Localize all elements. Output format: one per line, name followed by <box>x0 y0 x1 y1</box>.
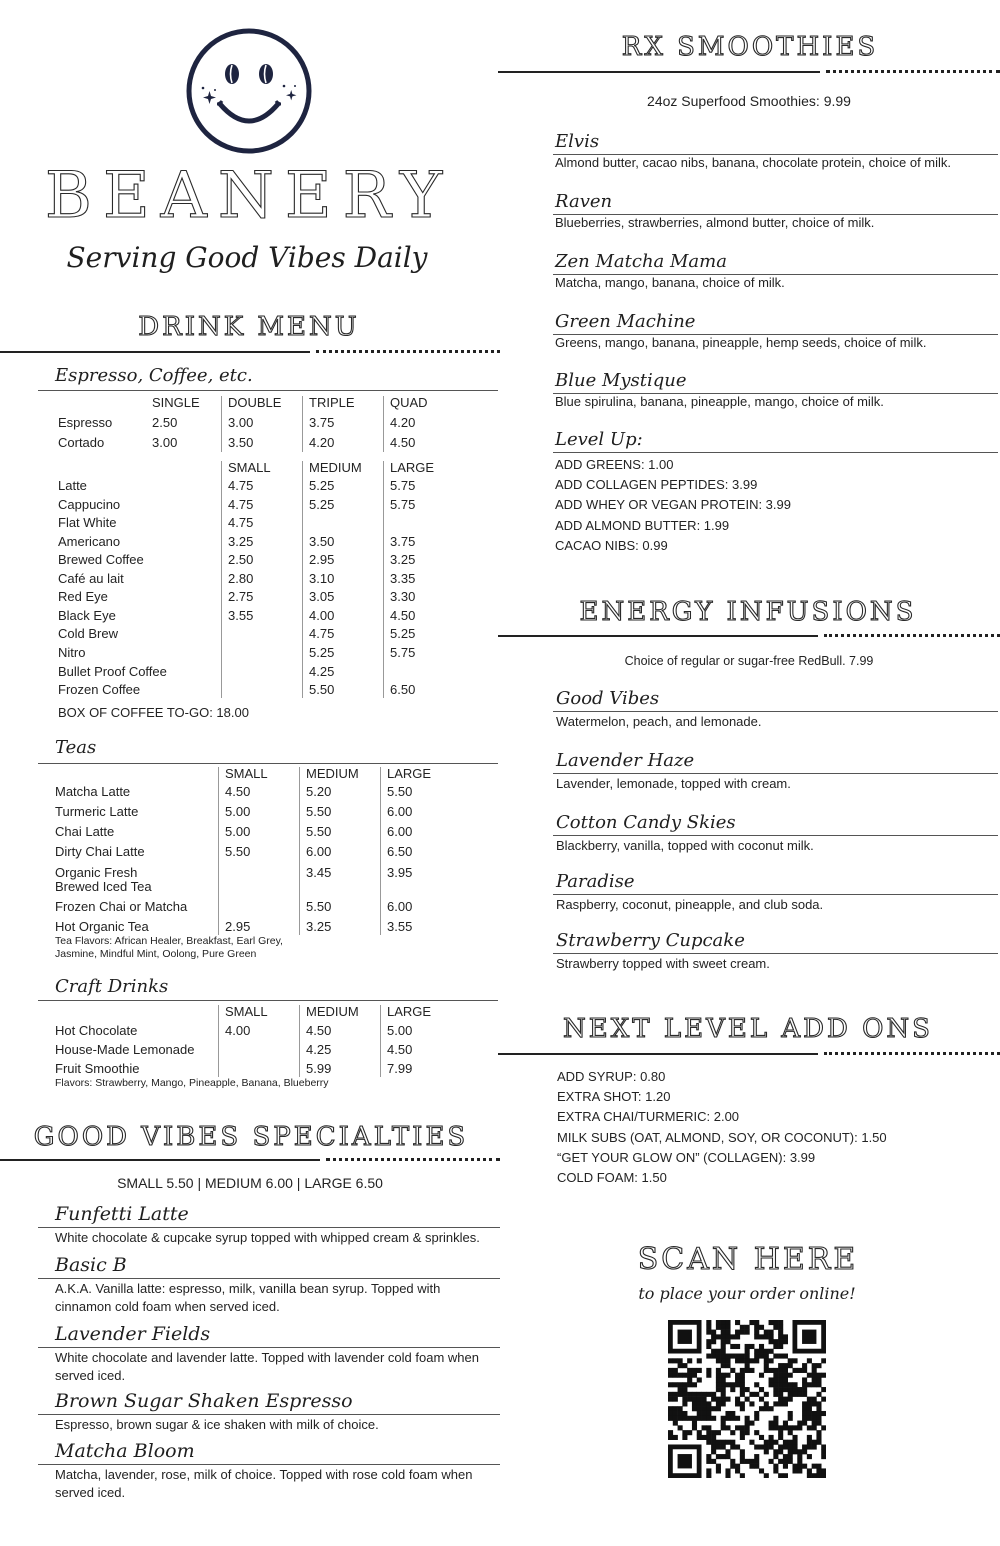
divider <box>553 894 998 895</box>
energy-drink-description: Watermelon, peach, and lemonade. <box>556 714 762 729</box>
price: 3.75 <box>390 533 416 549</box>
specialty-description: Matcha, lavender, rose, milk of choice. Topped with rose cold foam when served iced. <box>55 1467 473 1500</box>
price: 4.75 <box>309 626 335 642</box>
price: 2.50 <box>228 552 254 568</box>
price: 3.05 <box>309 589 335 605</box>
column-divider <box>302 461 303 698</box>
menu-item-name: Fruit Smoothie <box>55 1061 140 1076</box>
price: 3.75 <box>309 415 335 430</box>
add-on-item: ADD SYRUP: 0.80 <box>557 1069 666 1084</box>
menu-item-name: Americano <box>58 533 121 549</box>
price: 6.50 <box>390 682 416 698</box>
add-on-item: EXTRA CHAI/TURMERIC: 2.00 <box>557 1109 740 1125</box>
specialty-description: A.K.A. Vanilla latte: espresso, milk, vanilla bean syrup. Topped with cinnamon cold foam when served iced. <box>55 1281 441 1314</box>
smoothie-name: Blue Mystique <box>555 370 687 391</box>
brand-name: BEANERY <box>44 159 454 233</box>
tea-flavors: Tea Flavors: African Healer, Breakfast, Earl Grey, <box>55 934 283 947</box>
column-header: LARGE <box>387 1004 432 1019</box>
section-rule <box>498 1053 818 1055</box>
menu-item-name: Espresso <box>58 415 113 430</box>
menu-item-name: Café au lait <box>58 570 124 586</box>
price: 4.00 <box>309 607 335 623</box>
price: 4.50 <box>225 784 251 799</box>
price: 3.30 <box>390 589 416 605</box>
column-divider <box>299 1005 300 1077</box>
price: 5.50 <box>309 682 335 698</box>
price: 3.50 <box>228 435 254 450</box>
specialty-name: Lavender Fields <box>55 1322 211 1345</box>
column-divider <box>383 461 384 698</box>
price: 5.25 <box>390 626 416 642</box>
price: 3.55 <box>387 919 413 934</box>
level-up-item: ADD GREENS: 1.00 <box>555 457 674 472</box>
scan-subtitle: to place your order online! <box>638 1284 856 1303</box>
specialty-description: White chocolate & cupcake syrup topped with whipped cream & sprinkles. <box>55 1230 480 1245</box>
column-header: TRIPLE <box>309 395 355 410</box>
column-header: MEDIUM <box>306 766 359 781</box>
price: 3.50 <box>309 533 335 549</box>
section-rule <box>0 1159 320 1161</box>
smoothie-name: Elvis <box>555 131 600 152</box>
price: 3.25 <box>390 552 416 568</box>
box-of-coffee-note: BOX OF COFFEE TO-GO: 18.00 <box>58 705 249 720</box>
column-header: SMALL <box>225 1004 268 1019</box>
menu-item-name: Hot Organic Tea <box>55 919 149 934</box>
energy-infusions-title: ENERGY INFUSIONS <box>579 597 917 627</box>
price: 7.99 <box>387 1061 413 1076</box>
column-divider <box>218 1005 219 1077</box>
scan-here-title: SCAN HERE <box>637 1242 859 1277</box>
price: 4.50 <box>390 607 416 623</box>
menu-item-name: Cold Brew <box>58 626 118 642</box>
smiley-coffee-bean-icon <box>184 26 314 156</box>
price: 3.00 <box>152 435 178 450</box>
price: 2.50 <box>152 415 178 430</box>
drink-menu-title: DRINK MENU <box>138 312 360 342</box>
smoothie-description: Blue spirulina, banana, pineapple, mango, choice of milk. <box>555 394 884 409</box>
divider <box>553 953 998 954</box>
specialty-name: Basic B <box>55 1253 127 1276</box>
divider <box>38 1464 500 1465</box>
energy-drink-description: Blackberry, vanilla, topped with coconut milk. <box>556 838 814 853</box>
menu-item-name: Frozen Chai or Matcha <box>55 899 188 914</box>
price: 3.25 <box>228 533 254 549</box>
specialty-name: Brown Sugar Shaken Espresso <box>55 1389 353 1412</box>
price: 4.20 <box>309 435 335 450</box>
price: 5.00 <box>225 824 251 839</box>
menu-item-name: Cortado <box>58 435 105 450</box>
divider <box>38 763 498 764</box>
menu-item-name: Black Eye <box>58 607 116 623</box>
brand-tagline: Serving Good Vibes Daily <box>66 241 428 274</box>
price: 4.50 <box>387 1042 413 1057</box>
menu-item-name: Turmeric Latte <box>55 804 139 819</box>
menu-item-name: Nitro <box>58 644 86 660</box>
craft-flavors: Flavors: Strawberry, Mango, Pineapple, Banana, Blueberry <box>55 1076 329 1089</box>
price: 5.50 <box>306 824 332 839</box>
menu-item-name: Hot Chocolate <box>55 1023 138 1038</box>
section-rule-dotted <box>316 350 500 353</box>
price: 4.50 <box>390 435 416 450</box>
column-divider <box>218 767 219 935</box>
level-up-item: ADD COLLAGEN PEPTIDES: 3.99 <box>555 477 758 493</box>
price: 4.25 <box>309 663 335 679</box>
menu-item-name: Flat White <box>58 515 117 531</box>
price: 6.00 <box>387 824 413 839</box>
column-header: SMALL <box>225 766 268 781</box>
column-divider <box>221 461 222 698</box>
price: 6.00 <box>387 899 413 914</box>
menu-item-name: Latte <box>58 478 87 493</box>
menu-item-name: Brewed Coffee <box>58 552 144 568</box>
column-divider <box>221 396 222 452</box>
specialties-pricing: SMALL 5.50 | MEDIUM 6.00 | LARGE 6.50 <box>117 1175 383 1191</box>
menu-item-name: Organic Fresh <box>55 865 138 880</box>
price: 3.95 <box>387 865 413 880</box>
column-divider <box>302 396 303 452</box>
price: 5.75 <box>390 644 416 660</box>
menu-item-name: Cappucino <box>58 496 121 512</box>
smoothie-description: Blueberries, strawberries, almond butter, choice of milk. <box>555 215 875 230</box>
specialty-name: Matcha Bloom <box>55 1439 195 1462</box>
section-rule <box>498 71 820 73</box>
add-on-item: COLD FOAM: 1.50 <box>557 1170 667 1185</box>
column-header: QUAD <box>390 395 428 410</box>
smoothie-description: Greens, mango, banana, pineapple, hemp seeds, choice of milk. <box>555 335 927 350</box>
menu-item-name: Frozen Coffee <box>58 682 141 698</box>
column-divider <box>380 1005 381 1077</box>
specialties-title: GOOD VIBES SPECIALTIES <box>33 1122 469 1152</box>
energy-drink-name: Strawberry Cupcake <box>556 930 745 951</box>
price: 5.25 <box>309 496 335 512</box>
price: 2.95 <box>225 919 251 934</box>
energy-drink-name: Lavender Haze <box>556 750 695 771</box>
level-up-item: ADD WHEY OR VEGAN PROTEIN: 3.99 <box>555 497 791 513</box>
price: 4.00 <box>225 1023 251 1038</box>
level-up-title: Level Up: <box>555 429 643 450</box>
menu-item-name: Dirty Chai Latte <box>55 844 145 859</box>
menu-item-name: Chai Latte <box>55 824 115 839</box>
price: 2.80 <box>228 570 254 586</box>
price: 6.50 <box>387 844 413 859</box>
add-on-item: EXTRA SHOT: 1.20 <box>557 1089 671 1105</box>
section-rule-dotted <box>826 70 1000 73</box>
section-rule-dotted <box>824 634 1000 637</box>
specialty-name: Funfetti Latte <box>55 1202 189 1225</box>
energy-drink-description: Raspberry, coconut, pineapple, and club soda. <box>556 897 824 912</box>
section-rule-dotted <box>824 1052 1000 1055</box>
price: 3.45 <box>306 865 332 880</box>
price: 5.50 <box>306 899 332 914</box>
divider <box>553 773 998 774</box>
tea-flavors: Jasmine, Mindful Mint, Oolong, Pure Green <box>55 947 257 960</box>
energy-drink-description: Strawberry topped with sweet cream. <box>556 956 770 971</box>
price: 5.00 <box>387 1023 413 1038</box>
rx-smoothies-title: RX SMOOTHIES <box>621 32 879 62</box>
espresso-section-title: Espresso, Coffee, etc. <box>55 365 253 386</box>
menu-item-name: Matcha Latte <box>55 784 131 799</box>
column-divider <box>383 396 384 452</box>
level-up-item: ADD ALMOND BUTTER: 1.99 <box>555 517 730 533</box>
menu-item-name: Red Eye <box>58 589 108 605</box>
price: 5.75 <box>390 478 416 493</box>
specialty-description: White chocolate and lavender latte. Topped with lavender cold foam when served iced. <box>55 1350 479 1383</box>
smoothie-description: Almond butter, cacao nibs, banana, chocolate protein, choice of milk. <box>555 155 952 170</box>
column-header: MEDIUM <box>306 1004 359 1019</box>
add-on-item: MILK SUBS (OAT, ALMOND, SOY, OR COCONUT): 1.50 <box>557 1129 887 1145</box>
smoothie-name: Raven <box>555 191 613 212</box>
energy-drink-name: Paradise <box>556 871 635 892</box>
divider <box>553 835 998 836</box>
craft-drinks-section-title: Craft Drinks <box>55 976 169 997</box>
price: 4.20 <box>390 415 416 430</box>
price: 4.25 <box>306 1042 332 1057</box>
price: 5.20 <box>306 784 332 799</box>
price: 3.00 <box>228 415 254 430</box>
price: 4.75 <box>228 478 254 493</box>
price: 3.55 <box>228 607 254 623</box>
column-header: SMALL <box>228 460 271 475</box>
price: 5.25 <box>309 644 335 660</box>
column-header: LARGE <box>390 460 435 475</box>
energy-drink-description: Lavender, lemonade, topped with cream. <box>556 776 791 791</box>
specialty-description: Espresso, brown sugar & ice shaken with milk of choice. <box>55 1417 379 1432</box>
price: 5.99 <box>306 1061 332 1076</box>
menu-item-name: Brewed Iced Tea <box>55 879 152 894</box>
price: 3.10 <box>309 570 335 586</box>
smoothie-name: Green Machine <box>555 311 696 332</box>
divider <box>38 1227 500 1228</box>
price: 4.75 <box>228 515 254 531</box>
divider <box>38 390 498 391</box>
energy-drink-name: Good Vibes <box>556 688 660 709</box>
smoothie-name: Zen Matcha Mama <box>555 251 727 272</box>
price: 2.75 <box>228 589 254 605</box>
price: 4.50 <box>306 1023 332 1038</box>
price: 5.25 <box>309 478 335 493</box>
add-on-item: “GET YOUR GLOW ON” (COLLAGEN): 3.99 <box>557 1149 816 1165</box>
menu-item-name: House-Made Lemonade <box>55 1042 195 1057</box>
energy-drink-name: Cotton Candy Skies <box>556 812 736 833</box>
divider <box>38 1414 500 1415</box>
price: 5.75 <box>390 496 416 512</box>
add-ons-title: NEXT LEVEL ADD ONS <box>563 1014 933 1044</box>
price: 5.50 <box>306 804 332 819</box>
column-header: SINGLE <box>152 395 200 410</box>
energy-subtitle: Choice of regular or sugar-free RedBull. 7.99 <box>624 654 874 668</box>
rx-smoothies-subtitle: 24oz Superfood Smoothies: 9.99 <box>647 93 851 109</box>
column-divider <box>380 767 381 935</box>
price: 5.50 <box>387 784 413 799</box>
divider <box>38 1000 498 1001</box>
price: 5.50 <box>225 844 251 859</box>
divider <box>553 711 998 712</box>
column-header: LARGE <box>387 766 432 781</box>
price: 3.35 <box>390 570 416 586</box>
price: 3.25 <box>306 919 332 934</box>
price: 2.95 <box>309 552 335 568</box>
column-divider <box>299 767 300 935</box>
smoothie-description: Matcha, mango, banana, choice of milk. <box>555 275 785 290</box>
column-header: DOUBLE <box>228 395 282 410</box>
menu-item-name: Bullet Proof Coffee <box>58 663 167 679</box>
price: 6.00 <box>306 844 332 859</box>
section-rule-dotted <box>326 1158 500 1161</box>
price: 6.00 <box>387 804 413 819</box>
level-up-item: CACAO NIBS: 0.99 <box>555 537 668 553</box>
price: 5.00 <box>225 804 251 819</box>
qr-code-icon[interactable] <box>668 1320 826 1478</box>
divider <box>38 1347 500 1348</box>
divider <box>38 1278 500 1279</box>
price: 4.75 <box>228 496 254 512</box>
section-rule <box>0 351 310 353</box>
divider <box>553 452 998 453</box>
section-rule <box>498 635 818 637</box>
teas-section-title: Teas <box>55 737 97 758</box>
column-header: MEDIUM <box>309 460 362 475</box>
